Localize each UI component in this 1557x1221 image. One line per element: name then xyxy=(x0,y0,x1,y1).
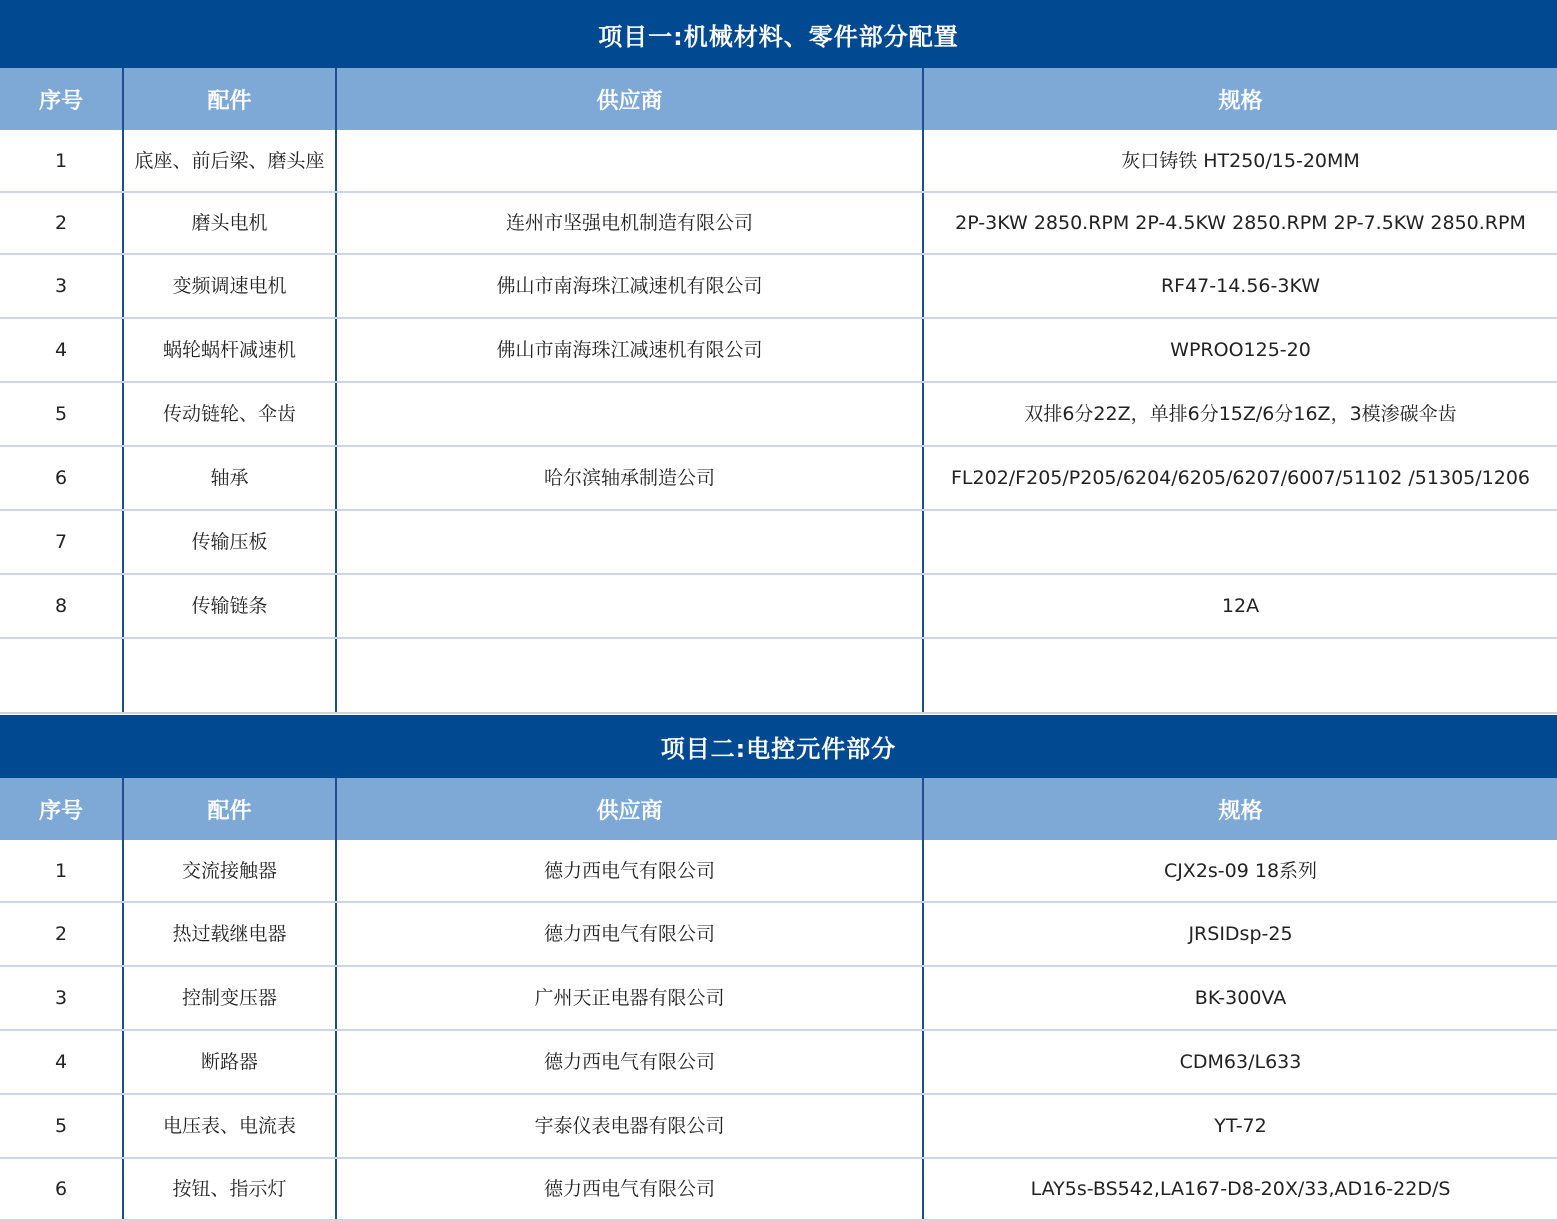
table-row xyxy=(0,192,1557,254)
cell-part: 蜗轮蜗杆减速机 xyxy=(123,318,336,382)
cell-supplier: 佛山市南海珠江减速机有限公司 xyxy=(336,318,923,382)
table-header-row xyxy=(0,68,1557,130)
cell-part: 交流接触器 xyxy=(123,840,336,902)
header-supplier: 供应商 xyxy=(336,68,923,130)
section-electrical xyxy=(0,715,1557,1221)
cell-spec: 12A xyxy=(923,574,1557,638)
cell-supplier: 德力西电气有限公司 xyxy=(336,840,923,902)
header-spec: 规格 xyxy=(923,68,1557,130)
cell-index: 1 xyxy=(0,130,123,192)
cell-spec: 灰口铸铁 HT250/15-20MM xyxy=(923,130,1557,192)
table-row xyxy=(0,318,1557,382)
cell-part: 传输链条 xyxy=(123,574,336,638)
cell-part: 按钮、指示灯 xyxy=(123,1158,336,1220)
cell-index xyxy=(0,638,123,713)
cell-index: 3 xyxy=(0,254,123,318)
cell-index: 2 xyxy=(0,192,123,254)
table-row xyxy=(0,638,1557,713)
cell-spec: CJX2s-09 18系列 xyxy=(923,840,1557,902)
cell-spec: CDM63/L633 xyxy=(923,1030,1557,1094)
cell-supplier: 德力西电气有限公司 xyxy=(336,1158,923,1220)
cell-part: 电压表、电流表 xyxy=(123,1094,336,1158)
cell-supplier: 佛山市南海珠江减速机有限公司 xyxy=(336,254,923,318)
table-row xyxy=(0,382,1557,446)
cell-spec: LAY5s-BS542,LA167-D8-20X/33,AD16-22D/S xyxy=(923,1158,1557,1220)
cell-spec: WPROO125-20 xyxy=(923,318,1557,382)
cell-supplier xyxy=(336,510,923,574)
cell-index: 6 xyxy=(0,446,123,510)
table-row xyxy=(0,1030,1557,1094)
header-index: 序号 xyxy=(0,68,123,130)
cell-index: 6 xyxy=(0,1158,123,1220)
header-index: 序号 xyxy=(0,778,123,840)
cell-part xyxy=(123,638,336,713)
cell-part: 断路器 xyxy=(123,1030,336,1094)
cell-supplier: 宇泰仪表电器有限公司 xyxy=(336,1094,923,1158)
header-part: 配件 xyxy=(123,778,336,840)
cell-part: 控制变压器 xyxy=(123,966,336,1030)
header-supplier: 供应商 xyxy=(336,778,923,840)
table-row xyxy=(0,510,1557,574)
cell-index: 8 xyxy=(0,574,123,638)
cell-index: 5 xyxy=(0,1094,123,1158)
cell-supplier: 广州天正电器有限公司 xyxy=(336,966,923,1030)
table-row xyxy=(0,1158,1557,1220)
cell-spec: BK-300VA xyxy=(923,966,1557,1030)
cell-index: 5 xyxy=(0,382,123,446)
table-row xyxy=(0,446,1557,510)
cell-part: 磨头电机 xyxy=(123,192,336,254)
cell-index: 4 xyxy=(0,318,123,382)
table-header-row xyxy=(0,778,1557,840)
cell-part: 传输压板 xyxy=(123,510,336,574)
cell-supplier: 德力西电气有限公司 xyxy=(336,902,923,966)
cell-index: 2 xyxy=(0,902,123,966)
cell-supplier: 连州市坚强电机制造有限公司 xyxy=(336,192,923,254)
cell-supplier: 哈尔滨轴承制造公司 xyxy=(336,446,923,510)
table-row xyxy=(0,840,1557,902)
cell-spec: RF47-14.56-3KW xyxy=(923,254,1557,318)
table-row xyxy=(0,1094,1557,1158)
cell-index: 7 xyxy=(0,510,123,574)
cell-spec: 2P-3KW 2850.RPM 2P-4.5KW 2850.RPM 2P-7.5KW 2850.RPM xyxy=(923,192,1557,254)
cell-index: 3 xyxy=(0,966,123,1030)
table-row xyxy=(0,574,1557,638)
table-row xyxy=(0,254,1557,318)
table-row xyxy=(0,902,1557,966)
cell-index: 4 xyxy=(0,1030,123,1094)
cell-supplier xyxy=(336,638,923,713)
header-spec: 规格 xyxy=(923,778,1557,840)
cell-spec: 双排6分22Z，单排6分15Z/6分16Z，3模渗碳伞齿 xyxy=(923,382,1557,446)
header-part: 配件 xyxy=(123,68,336,130)
parts-table xyxy=(0,68,1557,714)
cell-supplier xyxy=(336,382,923,446)
cell-part: 底座、前后梁、磨头座 xyxy=(123,130,336,192)
cell-spec: FL202/F205/P205/6204/6205/6207/6007/51102 /51305/1206 xyxy=(923,446,1557,510)
cell-part: 传动链轮、伞齿 xyxy=(123,382,336,446)
cell-spec: YT-72 xyxy=(923,1094,1557,1158)
parts-table xyxy=(0,778,1557,1221)
cell-spec xyxy=(923,638,1557,713)
cell-part: 热过载继电器 xyxy=(123,902,336,966)
cell-spec xyxy=(923,510,1557,574)
cell-part: 轴承 xyxy=(123,446,336,510)
section-title: 项目一:机械材料、零件部分配置 xyxy=(0,0,1557,68)
cell-supplier xyxy=(336,574,923,638)
cell-spec: JRSIDsp-25 xyxy=(923,902,1557,966)
table-row xyxy=(0,966,1557,1030)
cell-index: 1 xyxy=(0,840,123,902)
cell-supplier xyxy=(336,130,923,192)
cell-supplier: 德力西电气有限公司 xyxy=(336,1030,923,1094)
table-row xyxy=(0,130,1557,192)
cell-part: 变频调速电机 xyxy=(123,254,336,318)
section-title: 项目二:电控元件部分 xyxy=(0,715,1557,778)
